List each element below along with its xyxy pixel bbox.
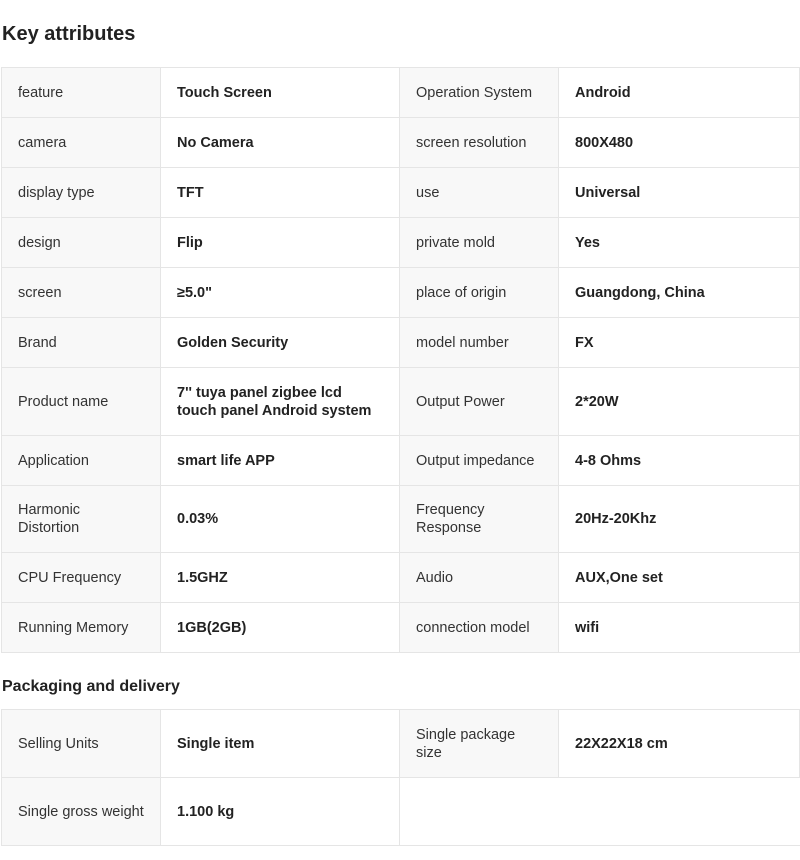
attr-value-harmonic-distortion: 0.03% bbox=[161, 486, 400, 553]
attr-label-brand: Brand bbox=[2, 318, 161, 368]
table-row bbox=[2, 603, 800, 653]
table-row bbox=[2, 268, 800, 318]
attr-label-place-of-origin: place of origin bbox=[400, 268, 559, 318]
attr-value-model-number: FX bbox=[559, 318, 800, 368]
packaging-heading: Packaging and delivery bbox=[2, 678, 180, 695]
attr-value-connection-model: wifi bbox=[559, 603, 800, 653]
attr-value-running-memory: 1GB(2GB) bbox=[161, 603, 400, 653]
table-row bbox=[2, 368, 800, 436]
attr-label-model-number: model number bbox=[400, 318, 559, 368]
table-row bbox=[2, 218, 800, 268]
table-row bbox=[2, 118, 800, 168]
empty-cell bbox=[559, 778, 800, 846]
attr-label-display-type: display type bbox=[2, 168, 161, 218]
table-row bbox=[2, 553, 800, 603]
attr-value-frequency-response: 20Hz-20Khz bbox=[559, 486, 800, 553]
attr-value-single-gross-weight: 1.100 kg bbox=[161, 778, 400, 846]
attr-label-cpu-frequency: CPU Frequency bbox=[2, 553, 161, 603]
attr-value-private-mold: Yes bbox=[559, 218, 800, 268]
attr-label-harmonic-distortion: Harmonic Distortion bbox=[2, 486, 161, 553]
attr-label-private-mold: private mold bbox=[400, 218, 559, 268]
attr-label-audio: Audio bbox=[400, 553, 559, 603]
attr-value-operation-system: Android bbox=[559, 68, 800, 118]
attr-value-brand: Golden Security bbox=[161, 318, 400, 368]
attr-label-operation-system: Operation System bbox=[400, 68, 559, 118]
attr-label-output-impedance: Output impedance bbox=[400, 436, 559, 486]
attr-label-feature: feature bbox=[2, 68, 161, 118]
table-row bbox=[2, 318, 800, 368]
attr-value-use: Universal bbox=[559, 168, 800, 218]
attr-label-use: use bbox=[400, 168, 559, 218]
table-row bbox=[2, 486, 800, 553]
attr-label-single-gross-weight: Single gross weight bbox=[2, 778, 161, 846]
table-row bbox=[2, 710, 800, 778]
packaging-table bbox=[1, 709, 800, 846]
attr-value-cpu-frequency: 1.5GHZ bbox=[161, 553, 400, 603]
attr-label-design: design bbox=[2, 218, 161, 268]
table-row bbox=[2, 436, 800, 486]
attr-value-feature: Touch Screen bbox=[161, 68, 400, 118]
attr-value-display-type: TFT bbox=[161, 168, 400, 218]
attr-value-screen-resolution: 800X480 bbox=[559, 118, 800, 168]
attr-label-output-power: Output Power bbox=[400, 368, 559, 436]
attr-value-output-power: 2*20W bbox=[559, 368, 800, 436]
attr-label-screen-resolution: screen resolution bbox=[400, 118, 559, 168]
attr-value-audio: AUX,One set bbox=[559, 553, 800, 603]
attr-label-connection-model: connection model bbox=[400, 603, 559, 653]
attr-value-screen: ≥5.0" bbox=[161, 268, 400, 318]
table-row bbox=[2, 168, 800, 218]
attr-label-running-memory: Running Memory bbox=[2, 603, 161, 653]
attr-label-product-name: Product name bbox=[2, 368, 161, 436]
attr-value-output-impedance: 4-8 Ohms bbox=[559, 436, 800, 486]
attr-label-selling-units: Selling Units bbox=[2, 710, 161, 778]
empty-cell bbox=[400, 778, 559, 846]
attr-value-selling-units: Single item bbox=[161, 710, 400, 778]
key-attributes-table bbox=[1, 67, 800, 653]
key-attributes-heading: Key attributes bbox=[2, 23, 136, 45]
attr-value-camera: No Camera bbox=[161, 118, 400, 168]
attr-value-design: Flip bbox=[161, 218, 400, 268]
attr-label-frequency-response: Frequency Response bbox=[400, 486, 559, 553]
table-row bbox=[2, 68, 800, 118]
attr-value-single-package-size: 22X22X18 cm bbox=[559, 710, 800, 778]
attr-label-single-package-size: Single package size bbox=[400, 710, 559, 778]
table-row bbox=[2, 778, 800, 846]
attr-label-application: Application bbox=[2, 436, 161, 486]
attr-label-screen: screen bbox=[2, 268, 161, 318]
attr-value-application: smart life APP bbox=[161, 436, 400, 486]
attr-value-place-of-origin: Guangdong, China bbox=[559, 268, 800, 318]
attr-label-camera: camera bbox=[2, 118, 161, 168]
attr-value-product-name: 7'' tuya panel zigbee lcd touch panel Android system bbox=[161, 368, 400, 436]
